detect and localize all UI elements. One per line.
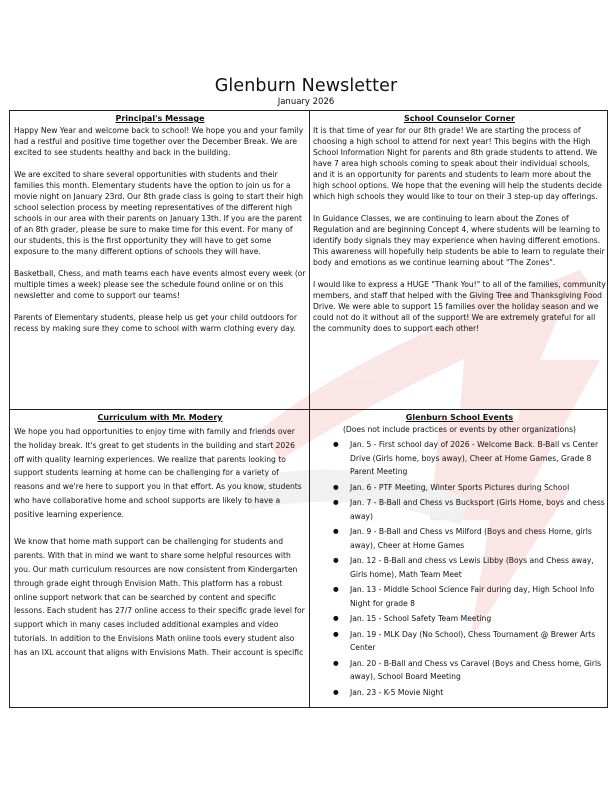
event-item: ● Jan. 19 - MLK Day (No School), Chess Tournament @ Brewer Arts Center bbox=[313, 628, 606, 655]
principal-paragraph: Parents of Elementary students, please help us get your child outdoors for recess by making sure they come to school with warm clothing every day. bbox=[14, 313, 297, 333]
event-item: ● Jan. 6 - PTF Meeting, Winter Sports Pictures during School bbox=[313, 481, 606, 495]
counselor-paragraph: I would like to express a HUGE "Thank You!" to all of the families, community members, and staff that helped with the Giving Tree and Thanksgiving Food Drive. We were able to support 15 families over the holiday season and we could not do it without all of the support! We are extremely grateful for all the community does to support each other! bbox=[313, 280, 606, 333]
events-note: (Does not include practices or events by other organizations) bbox=[342, 425, 577, 434]
event-item: ● Jan. 23 - K-5 Movie Night bbox=[313, 686, 606, 700]
event-item: ● Jan. 9 - B-Ball and Chess vs Milford (Boys and chess Home, girls away), Cheer at Home Games bbox=[313, 525, 606, 552]
curriculum-paragraph: We hope you had opportunities to enjoy time with family and friends over the holiday break. It's great to get students in the building and start 2026 off with quality learning experiences. We realize that parents looking to support students learning at home can be challenging for a variety of reasons and we're here to support you in that effort. As you know, students who have collaborative home and school supports are likely to have a positive learning experience. bbox=[14, 427, 302, 519]
principal-paragraph: Basketball, Chess, and math teams each have events almost every week (or multiple times a week) please see the schedule found online or on this newsletter and come to support our teams! bbox=[14, 269, 306, 300]
counselor-title: School Counselor Corner bbox=[403, 114, 515, 123]
newsletter-date: January 2026 bbox=[277, 97, 335, 107]
newsletter-grid bbox=[9, 110, 608, 708]
event-item: ● Jan. 5 - First school day of 2026 - Welcome Back. B-Ball vs Center Drive (Girls home, boys away), Cheer at Home Games, Grade 8 Parent Meeting bbox=[313, 438, 606, 479]
newsletter-title: Glenburn Newsletter bbox=[214, 76, 398, 96]
principal-paragraph: We are excited to share several opportunities with students and their families this month. Elementary students have the option to join us for a movie night on January 23rd. Our 8th grade class is going to start their high school selection process by meeting representatives of the different high schools in our area with their parents on January 13th. If you are the parent of an 8th grader, please be sure to make time for this event. For many of our students, this is the first opportunity they will have to get some exposure to the many different options of schools they will have. bbox=[14, 170, 304, 256]
curriculum-paragraph: We know that home math support can be challenging for students and parents. With that in mind we want to share some helpful resources with you. Our math curriculum resources are now consistent from Kindergarten through grade eight through Envision Math. This platform has a robust online support network that can be searched by content and specific lessons. Each student has 27/7 online access to their specific grade level for support which in many cases included additional examples and video tutorials. In addition to the Envisions Math online tools every student also has an IXL account that aligns with Envisions Math. Their account is specific bbox=[14, 537, 305, 657]
event-item: ● Jan. 20 - B-Ball and Chess vs Caravel (Boys and Chess home, Girls away), School Board Meeting bbox=[313, 657, 606, 684]
curriculum-title: Curriculum with Mr. Modery bbox=[97, 413, 223, 422]
curriculum-section bbox=[14, 413, 306, 707]
counselor-section bbox=[313, 114, 606, 408]
principal-title: Principal's Message bbox=[115, 114, 205, 123]
events-title: Glenburn School Events bbox=[405, 413, 514, 422]
event-item: ● Jan. 15 - School Safety Team Meeting bbox=[313, 612, 606, 626]
events-list bbox=[313, 438, 606, 699]
events-section bbox=[313, 413, 606, 707]
event-item: ● Jan. 12 - B-Ball and chess vs Lewis Libby (Boys and Chess away, Girls home), Math Team Meet bbox=[313, 554, 606, 581]
event-item: ● Jan. 13 - Middle School Science Fair during day, High School Info Night for grade 8 bbox=[313, 583, 606, 610]
counselor-paragraph: It is that time of year for our 8th grade! We are starting the process of choosing a high school to attend for next year! This begins with the High School Information Night for parents and 8th grade students to attend. We have 7 area high schools coming to speak about their individual schools, and it is an opportunity for parents and students to learn more about the high school options. We hope that the evening will help the students decide which high schools they would like to tour on their 3 step-up day offerings. bbox=[313, 126, 602, 201]
principal-paragraph: Happy New Year and welcome back to school! We hope you and your family had a restful and positive time together over the December Break. We are excited to see students healthy and back in the building. bbox=[14, 126, 304, 157]
counselor-paragraph: In Guidance Classes, we are continuing to learn about the Zones of Regulation and are beginning Concept 4, where students will be learning to identify body signals they may experience when having different emotions. This awareness will hopefully help students be able to learn to regulate their body and emotions as we continue learning about "The Zones". bbox=[313, 214, 605, 267]
row-divider bbox=[10, 409, 607, 410]
principal-section bbox=[14, 114, 306, 408]
event-item: ● Jan. 7 - B-Ball and Chess vs Bucksport (Girls Home, boys and chess away) bbox=[313, 496, 606, 523]
